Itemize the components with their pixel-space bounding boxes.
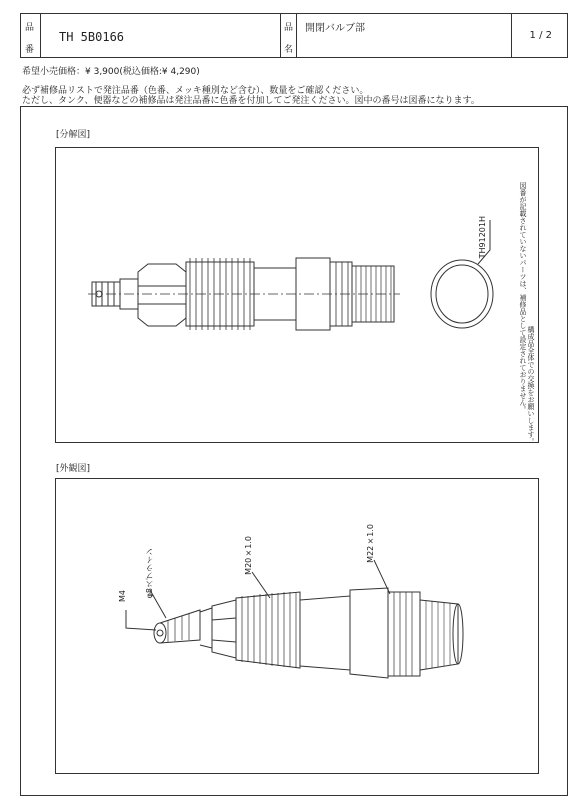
label-mei: 名	[284, 45, 294, 55]
part-number: TH 5B0166	[59, 30, 125, 44]
part-name: 開閉バルブ部	[305, 23, 365, 34]
label-m4: M4	[118, 590, 127, 602]
exploded-title: [分解図]	[56, 130, 91, 140]
label-m22: M22×1.0	[366, 524, 375, 563]
label-spline: φ8スプライン	[145, 548, 154, 599]
page-number: 1 / 2	[529, 30, 552, 41]
label-ban: 番	[25, 45, 35, 55]
exploded-valve-drawing	[88, 220, 493, 330]
external-valve-drawing	[126, 560, 463, 678]
external-title: [外観図]	[56, 464, 91, 474]
note-line-1: 必ず補修品リストで発注品番（色番、メッキ種別など含む）、数量をご確認ください。	[22, 86, 369, 96]
price-line: 希望小売価格：¥ 3,900(税込価格:¥ 4,290)	[22, 67, 200, 77]
label-hin: 品	[25, 23, 35, 33]
note-line-2: ただし、タンク、便器などの補修品は発注品番に色番を付加してご発注ください。図中の番号は図番になります。	[22, 96, 480, 106]
callout-th91201h: TH91201H	[478, 216, 487, 259]
label-m20: M20×1.0	[244, 536, 253, 575]
side-note-1: 図番が記載されていないパーツは、補修品として設定されておりません。	[519, 182, 527, 413]
label-hin-2: 品	[284, 23, 294, 33]
side-note-2: 構成品全体での交換をお願いします。	[527, 326, 535, 445]
